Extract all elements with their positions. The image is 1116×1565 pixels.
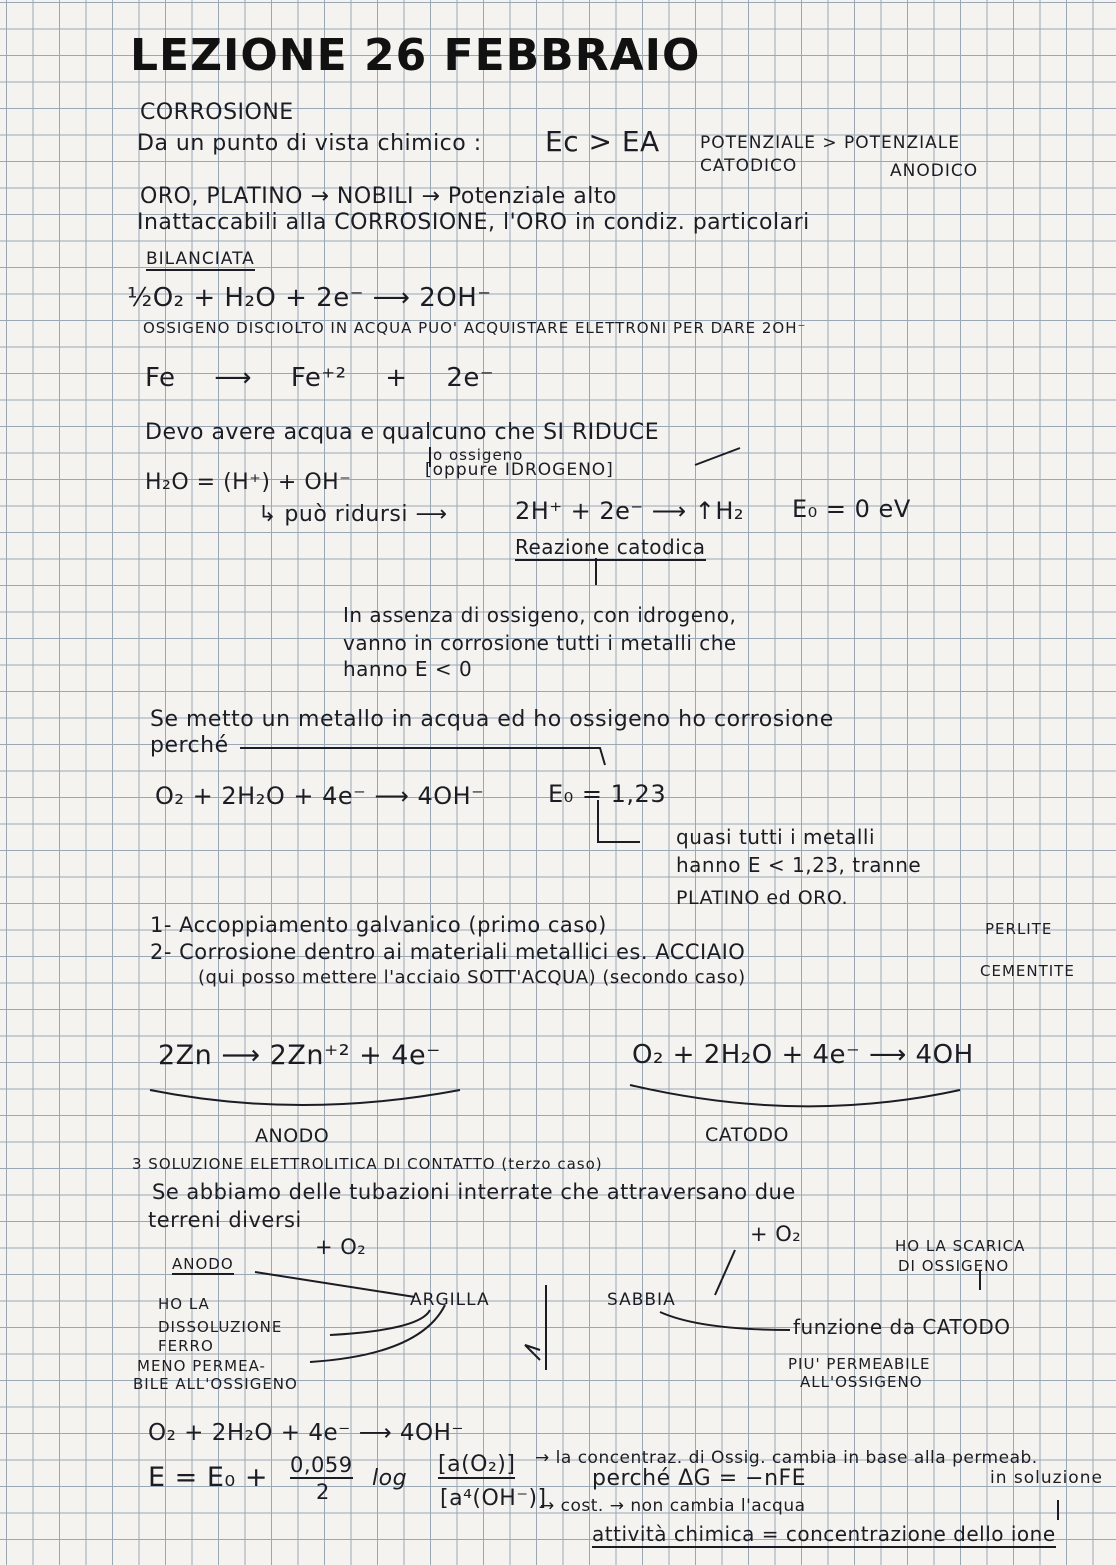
- devo-avere: Devo avere acqua e qualcuno che SI RIDUCE: [145, 420, 660, 445]
- concentrazione-note: → la concentraz. di Ossig. cambia in base alla permeab.: [535, 1448, 1038, 1468]
- piu-permeabile-1: PIU' PERMEABILE: [788, 1355, 931, 1373]
- assenza-line-3: hanno E < 0: [343, 657, 473, 681]
- anodo-label-brace: ANODO: [255, 1125, 330, 1147]
- puo-ridursi: ↳ può ridursi ⟶: [258, 502, 448, 527]
- equation-final: O₂ + 2H₂O + 4e⁻ ⟶ 4OH⁻: [148, 1420, 465, 1446]
- piu-permeabile-2: ALL'OSSIGENO: [800, 1373, 923, 1391]
- cementite: CEMENTITE: [980, 962, 1075, 980]
- scarica-2: DI OSSIGENO: [898, 1257, 1010, 1275]
- tubazioni-line-2: terreni diversi: [148, 1208, 302, 1232]
- nernst-e: E = E₀ +: [148, 1462, 268, 1493]
- equation-h2o: H₂O = (H⁺) + OH⁻: [145, 470, 352, 495]
- sabbia: SABBIA: [607, 1290, 676, 1310]
- meno-permeabile-1: MENO PERMEA-: [137, 1357, 266, 1375]
- perlite: PERLITE: [985, 920, 1053, 938]
- se-metto: Se metto un metallo in acqua ed ho ossigeno ho corrosione: [150, 707, 834, 732]
- nernst-bottom: [a⁴(OH⁻)]: [440, 1486, 547, 1511]
- ec-ea: Ec > EA: [545, 125, 660, 158]
- funzione-catodo: funzione da CATODO: [793, 1315, 1011, 1339]
- in-soluzione: in soluzione: [990, 1468, 1103, 1488]
- reazione-catodica: Reazione catodica: [515, 535, 706, 559]
- e0-zero: E₀ = 0 eV: [792, 495, 911, 523]
- equation-fe: Fe ⟶ Fe⁺² + 2e⁻: [145, 363, 495, 393]
- argilla: ARGILLA: [410, 1290, 490, 1310]
- anodo-brace: [150, 1090, 460, 1105]
- ho-la-3: FERRO: [158, 1337, 214, 1355]
- assenza-line-1: In assenza di ossigeno, con idrogeno,: [343, 603, 737, 627]
- o-ossigeno: o ossigeno: [433, 446, 524, 464]
- arrow-to-anodo: [255, 1272, 415, 1297]
- ho-la-1: HO LA: [158, 1295, 210, 1313]
- item-2b: (qui posso mettere l'acciaio SOTT'ACQUA) (secondo caso): [198, 967, 746, 988]
- ho-la-2: DISSOLUZIONE: [158, 1318, 283, 1336]
- item-2: 2- Corrosione dentro ai materiali metallici es. ACCIAIO: [150, 940, 746, 964]
- equation-o2-4: O₂ + 2H₂O + 4e⁻ ⟶ 4OH⁻: [155, 782, 485, 810]
- line-chimico: Da un punto di vista chimico :: [137, 131, 482, 156]
- catodico-label: CATODICO: [700, 156, 798, 176]
- quasi-line-3: PLATINO ed ORO.: [676, 887, 849, 909]
- potenziale-label: POTENZIALE > POTENZIALE: [700, 133, 961, 153]
- tubazioni-line-1: Se abbiamo delle tubazioni interrate che attraversano due: [152, 1180, 796, 1204]
- anodico-label: ANODICO: [890, 161, 979, 181]
- cost-note: → cost. → non cambia l'acqua: [540, 1496, 806, 1516]
- scarica-1: HO LA SCARICA: [895, 1237, 1026, 1255]
- ossigeno-disciolto: OSSIGENO DISCIOLTO IN ACQUA PUO' ACQUISTARE ELETTRONI PER DARE 2OH⁻: [143, 319, 807, 337]
- oppure-idrogeno: [oppure IDROGENO]: [425, 460, 614, 480]
- inattaccabili: Inattaccabili alla CORROSIONE, l'ORO in condiz. particolari: [137, 210, 810, 235]
- nernst-numerator: 0,059: [290, 1453, 353, 1477]
- plus-o2-left: + O₂: [315, 1235, 367, 1259]
- quasi-line-1: quasi tutti i metalli: [676, 825, 876, 849]
- perche-delta-g: perché ΔG = −nFE: [592, 1466, 807, 1491]
- item-3: 3 SOLUZIONE ELETTROLITICA DI CONTATTO (terzo caso): [132, 1155, 603, 1173]
- quasi-line-2: hanno E < 1,23, tranne: [676, 853, 922, 877]
- perche: perché: [150, 733, 229, 758]
- plus-o2-right: + O₂: [750, 1222, 802, 1246]
- equation-o2: ½O₂ + H₂O + 2e⁻ ⟶ 2OH⁻: [127, 283, 492, 313]
- catodo-brace: [630, 1085, 960, 1106]
- nernst-log: log: [372, 1466, 408, 1491]
- page-title: LEZIONE 26 FEBBRAIO: [130, 30, 701, 81]
- item-1: 1- Accoppiamento galvanico (primo caso): [150, 913, 607, 937]
- equation-zn: 2Zn ⟶ 2Zn⁺² + 4e⁻: [158, 1040, 441, 1071]
- catodo-label-brace: CATODO: [705, 1124, 789, 1146]
- nernst-denominator: 2: [316, 1480, 330, 1504]
- assenza-line-2: vanno in corrosione tutti i metalli che: [343, 631, 737, 655]
- equation-h2: 2H⁺ + 2e⁻ ⟶ ↑H₂: [515, 497, 744, 525]
- nernst-top: [a(O₂)]: [438, 1452, 516, 1477]
- oro-platino: ORO, PLATINO → NOBILI → Potenziale alto: [140, 184, 617, 209]
- anodo-diagram: ANODO: [172, 1255, 234, 1273]
- e0-123: E₀ = 1,23: [548, 780, 667, 808]
- section-corrosione: CORROSIONE: [140, 100, 294, 125]
- meno-permeabile-2: BILE ALL'OSSIGENO: [133, 1375, 298, 1393]
- attivita-chimica: attività chimica = concentrazione dello ione: [592, 1522, 1056, 1546]
- bilanciata: BILANCIATA: [146, 249, 255, 269]
- equation-catodo: O₂ + 2H₂O + 4e⁻ ⟶ 4OH: [632, 1040, 974, 1070]
